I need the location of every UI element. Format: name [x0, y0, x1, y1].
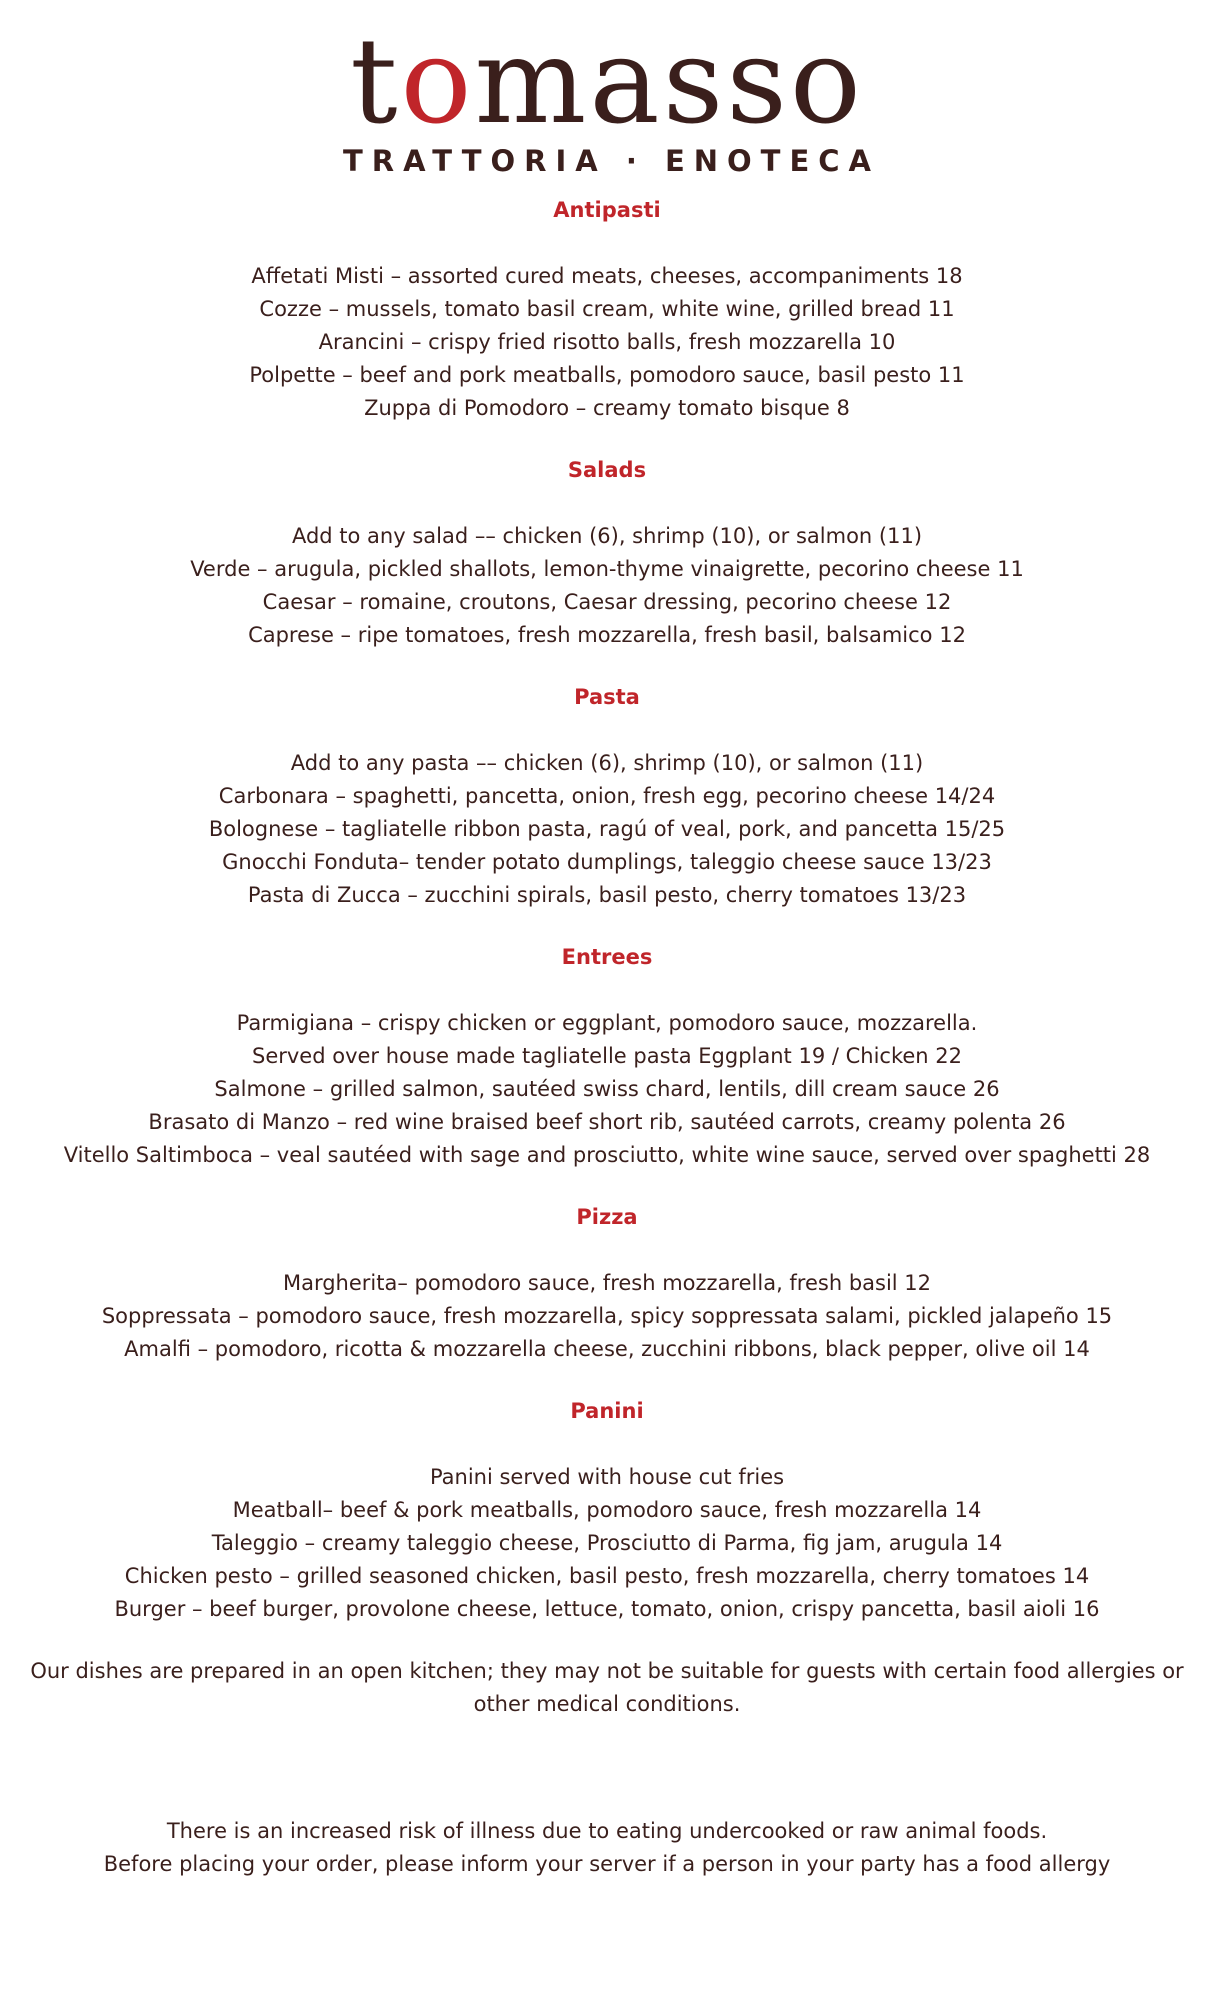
menu-item: Caprese – ripe tomatoes, fresh mozzarella, fresh basil, balsamico 12	[248, 623, 966, 647]
menu-sections	[0, 194, 1214, 1626]
menu-item: Amalfi – pomodoro, ricotta & mozzarella cheese, zucchini ribbons, black pepper, olive oil 14	[124, 1337, 1090, 1361]
menu-body	[0, 194, 1214, 1881]
menu-item: Brasato di Manzo – red wine braised beef short rib, sautéed carrots, creamy polenta 26	[148, 1110, 1066, 1134]
menu-item: Meatball– beef & pork meatballs, pomodoro sauce, fresh mozzarella 14	[232, 1498, 982, 1522]
logo-letter-t: t	[350, 12, 401, 150]
section-title: Panini	[570, 1399, 644, 1423]
restaurant-logo	[0, 12, 1214, 178]
menu-item: Add to any salad –– chicken (6), shrimp (10), or salmon (11)	[291, 524, 923, 548]
section-title: Pasta	[574, 685, 640, 709]
menu-section-pizza	[0, 1201, 1214, 1366]
menu-item: Carbonara – spaghetti, pancetta, onion, fresh egg, pecorino cheese 14/24	[218, 784, 996, 808]
menu-item: Verde – arugula, pickled shallots, lemon-thyme vinaigrette, pecorino cheese 11	[190, 557, 1024, 581]
section-title: Salads	[567, 458, 647, 482]
menu-section-pasta	[0, 681, 1214, 912]
menu-item: Soppressata – pomodoro sauce, fresh mozzarella, spicy soppressata salami, pickled jalapeño 15	[101, 1304, 1113, 1328]
menu-item: Taleggio – creamy taleggio cheese, Prosciutto di Parma, fig jam, arugula 14	[211, 1531, 1003, 1555]
section-title: Pizza	[576, 1205, 638, 1229]
health-notice-line-1: There is an increased risk of illness due to eating undercooked or raw animal foods.	[166, 1819, 1048, 1843]
menu-item: Arancini – crispy fried risotto balls, fresh mozzarella 10	[318, 330, 896, 354]
menu-item: Burger – beef burger, provolone cheese, lettuce, tomato, onion, crispy pancetta, basil aioli 16	[114, 1597, 1100, 1621]
section-title: Entrees	[561, 945, 653, 969]
menu-item: Caesar – romaine, croutons, Caesar dressing, pecorino cheese 12	[262, 590, 952, 614]
menu-item: Add to any pasta –– chicken (6), shrimp (10), or salmon (11)	[290, 751, 924, 775]
menu-item: Cozze – mussels, tomato basil cream, white wine, grilled bread 11	[259, 297, 955, 321]
menu-item: Pasta di Zucca – zucchini spirals, basil pesto, cherry tomatoes 13/23	[247, 883, 967, 907]
menu-item: Served over house made tagliatelle pasta Eggplant 19 / Chicken 22	[251, 1044, 963, 1068]
menu-item: Chicken pesto – grilled seasoned chicken, basil pesto, fresh mozzarella, cherry tomatoes 14	[124, 1564, 1090, 1588]
menu-item: Bolognese – tagliatelle ribbon pasta, ragú of veal, pork, and pancetta 15/25	[208, 817, 1006, 841]
menu-item: Affetati Misti – assorted cured meats, cheeses, accompaniments 18	[251, 264, 963, 288]
section-title: Antipasti	[553, 198, 661, 222]
logo-letters-masso: masso	[474, 12, 864, 150]
health-notice	[0, 1815, 1214, 1881]
menu-item: Salmone – grilled salmon, sautéed swiss chard, lentils, dill cream sauce 26	[214, 1077, 1000, 1101]
menu-item: Parmigiana – crispy chicken or eggplant, pomodoro sauce, mozzarella.	[236, 1011, 978, 1035]
logo-wordmark	[350, 12, 864, 150]
menu-item: Margherita– pomodoro sauce, fresh mozzarella, fresh basil 12	[282, 1271, 932, 1295]
menu-item: Panini served with house cut fries	[429, 1465, 785, 1489]
menu-section-antipasti	[0, 194, 1214, 425]
menu-item: Vitello Saltimboca – veal sautéed with sage and prosciutto, white wine sauce, served over spaghetti 28	[63, 1143, 1151, 1167]
menu-item: Zuppa di Pomodoro – creamy tomato bisque 8	[364, 396, 850, 420]
logo-letter-o: o	[400, 12, 475, 150]
health-notice-line-2: Before placing your order, please inform your server if a person in your party has a food allergy	[103, 1852, 1111, 1876]
logo-subtitle: TRATTORIA · ENOTECA	[342, 144, 880, 178]
menu-item: Polpette – beef and pork meatballs, pomodoro sauce, basil pesto 11	[249, 363, 965, 387]
menu-section-panini	[0, 1395, 1214, 1626]
menu-section-salads	[0, 454, 1214, 652]
menu-section-entrees	[0, 941, 1214, 1172]
menu-item: Gnocchi Fonduta– tender potato dumplings, taleggio cheese sauce 13/23	[222, 850, 992, 874]
allergy-note: Our dishes are prepared in an open kitchen; they may not be suitable for guests with certain food allergies or other medical conditions.	[30, 1659, 1184, 1716]
